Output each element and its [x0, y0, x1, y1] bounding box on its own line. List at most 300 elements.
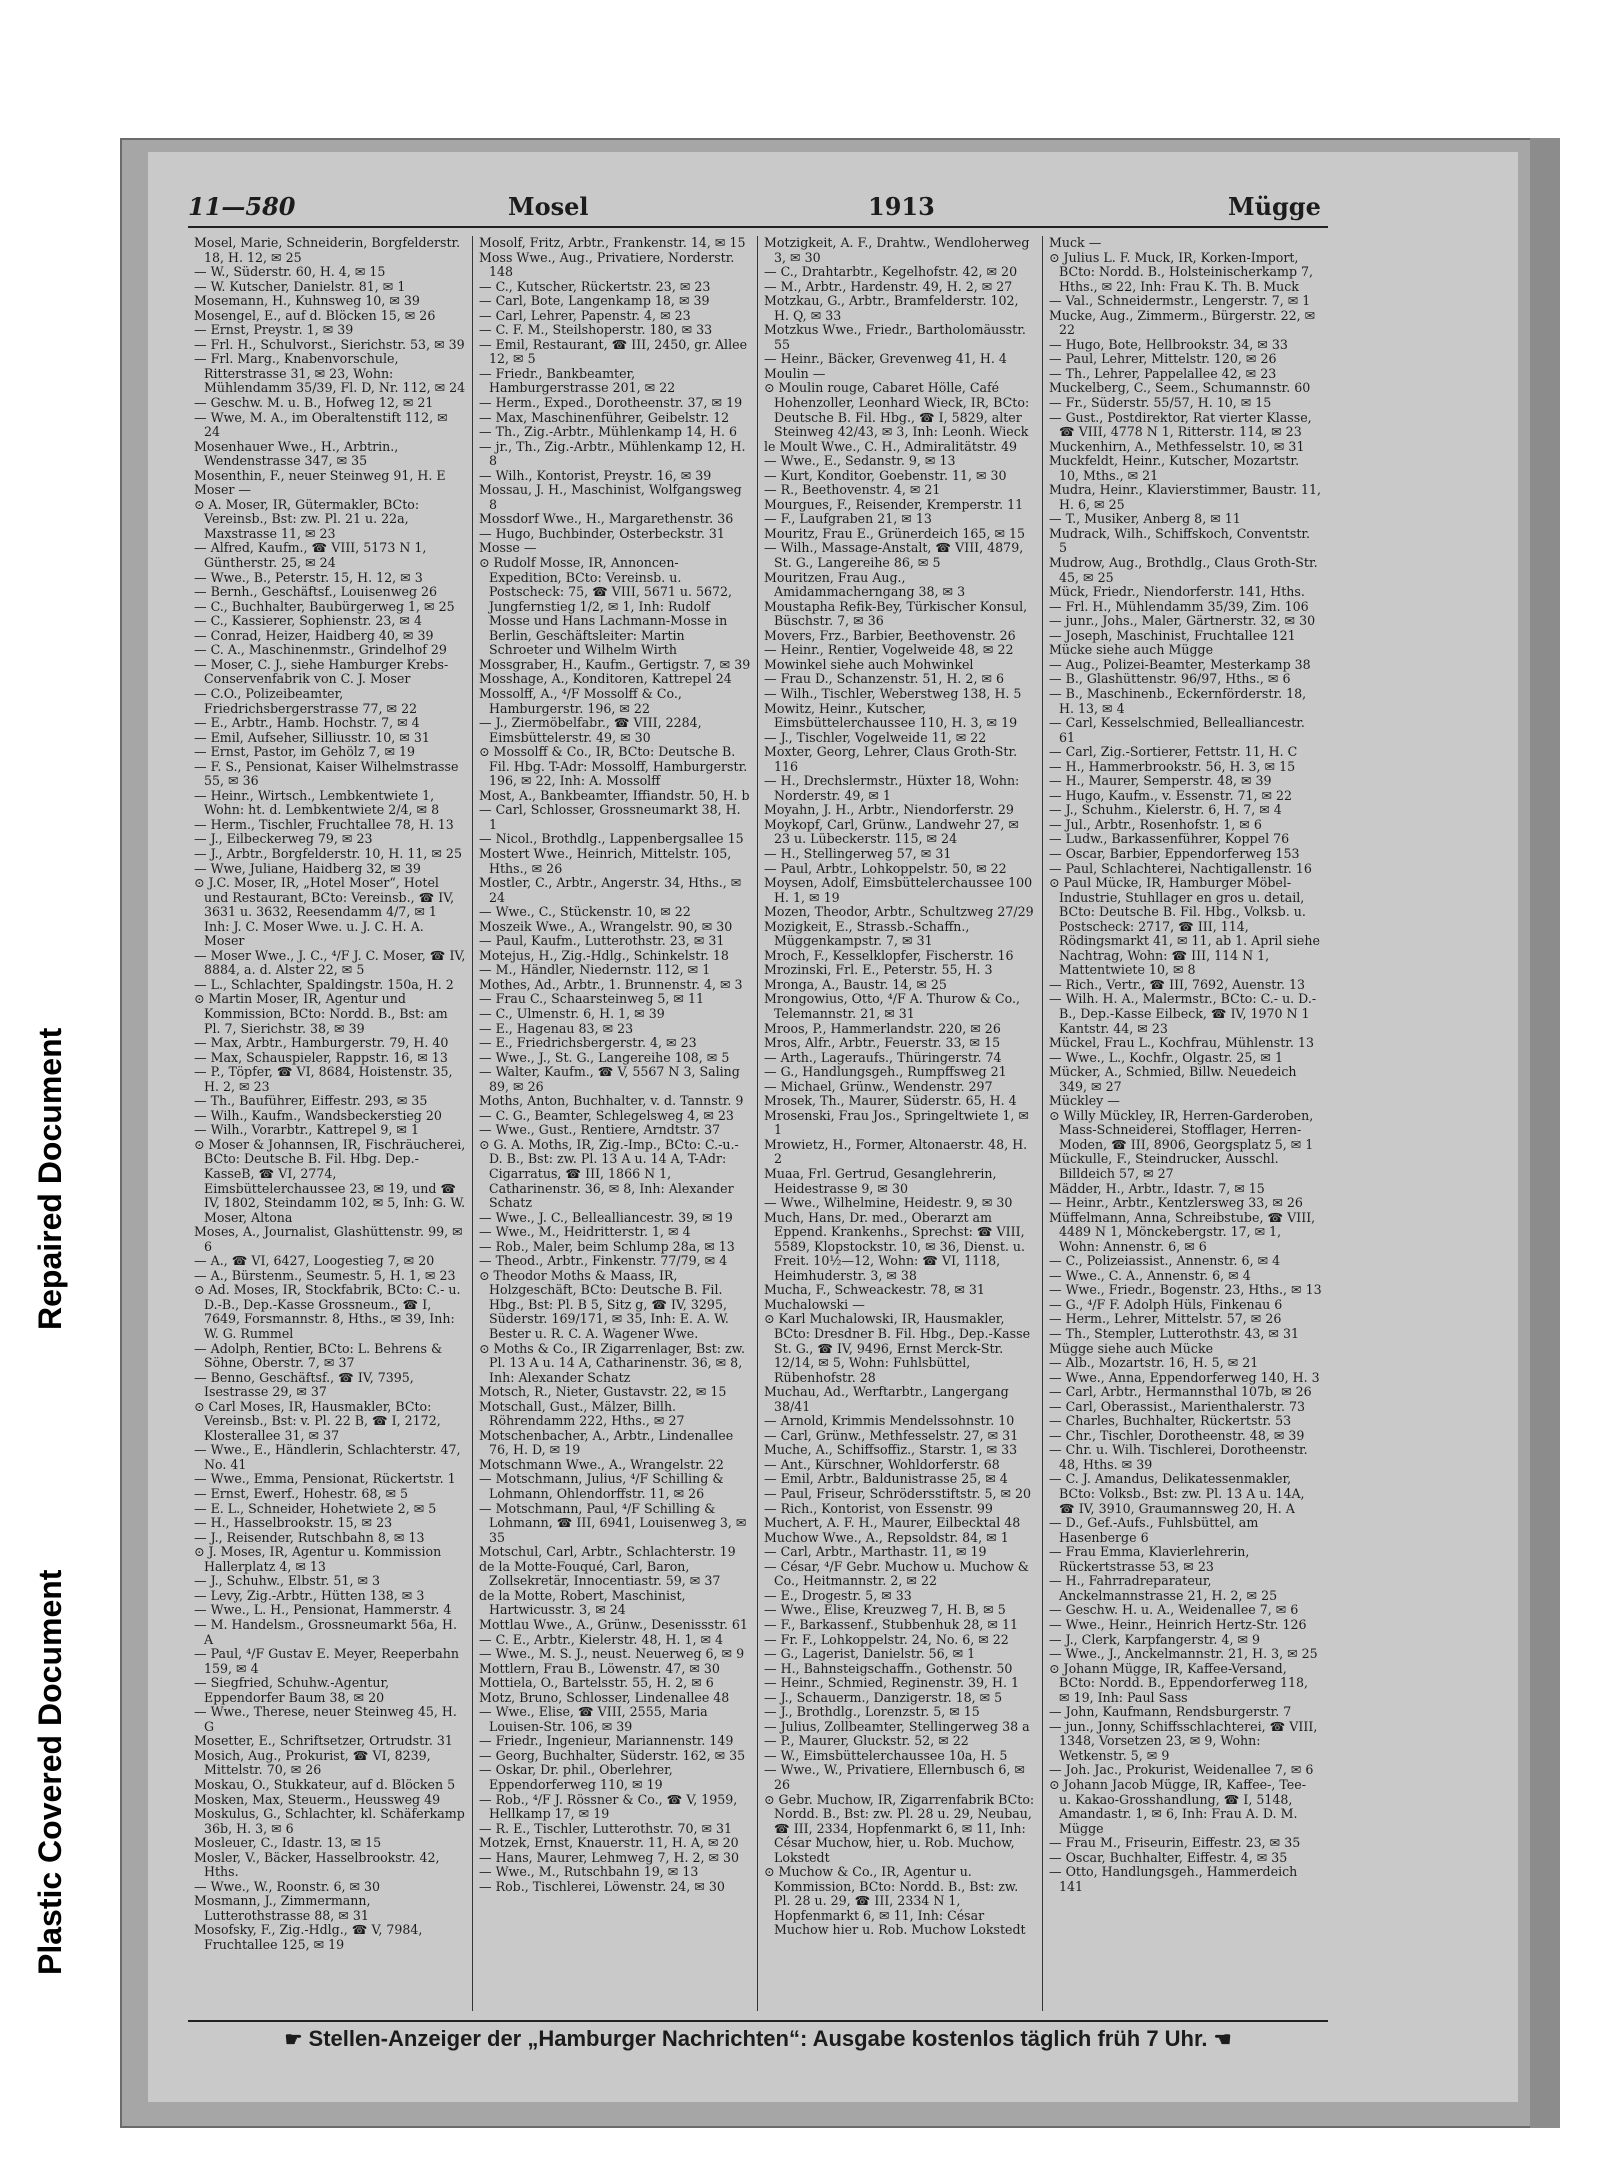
directory-entry: — C., Kassierer, Sophienstr. 23, ✉ 4 — [194, 613, 422, 629]
directory-entry: — Wwe., W., Privatiere, Ellernbusch 6, ✉ 26 — [764, 1762, 1025, 1792]
directory-entry: — G., Handlungsgeh., Rumpffsweg 21 — [764, 1064, 1007, 1080]
directory-entry: — H., Drechslermstr., Hüxter 18, Wohn: Norderstr. 49, ✉ 1 — [764, 773, 1020, 803]
directory-entry: — C.O., Polizeibeamter, Friedrichsbergerstrasse 77, ✉ 22 — [194, 685, 418, 716]
directory-entry: Much, Hans, Dr. med., Oberarzt am Eppend. Krankenhs., Sprechst: ☎ VIII, 5589, Klopstockstr. 10, ✉ 36, Dienst. u. Freit. 10½—12, Wohn: ☎ VI, 1118, Heimhuderstr. 3, ✉ 38 — [764, 1209, 1026, 1283]
directory-entry: — Wwe., J., Anckelmannstr. 21, H. 3, ✉ 25 — [1049, 1646, 1318, 1662]
directory-entry: — Rob., Maler, beim Schlump 28a, ✉ 13 — [479, 1238, 735, 1254]
repaired-document-label: Repaired Document — [32, 1027, 68, 1330]
directory-entry: — Ant., Kürschner, Wohldorferstr. 68 — [764, 1456, 1000, 1472]
directory-entry: — Paul, Kaufm., Lutterothstr. 23, ✉ 31 — [479, 933, 725, 949]
directory-entry: Muaa, Frl. Gertrud, Gesanglehrerin, Heidestrasse 9, ✉ 30 — [764, 1166, 997, 1196]
directory-entry: — Chr. u. Wilh. Tischlerei, Dorotheenstr. 48, Hths. ✉ 39 — [1049, 1442, 1308, 1472]
directory-entry: — Wwe., E., Sedanstr. 9, ✉ 13 — [764, 453, 956, 469]
directory-entry: — Frau C., Schaarsteinweg 5, ✉ 11 — [479, 991, 705, 1007]
directory-entry: — Friedr., Bankbeamter, Hamburgerstrasse 201, ✉ 22 — [479, 365, 676, 396]
directory-entry: — Alb., Mozartstr. 16, H. 5, ✉ 21 — [1049, 1355, 1259, 1371]
directory-entry: — H., Bahnsteigschaffn., Gothenstr. 50 — [764, 1660, 1013, 1676]
directory-entry: Mosse — — [479, 540, 537, 556]
directory-entry: Moses, A., Journalist, Glashüttenstr. 99, ✉ 6 — [194, 1224, 463, 1254]
directory-entry: Mudrow, Aug., Brothdlg., Claus Groth-Str. 45, ✉ 25 — [1049, 555, 1318, 585]
directory-entry: — Carl, Arbtr., Hermannsthal 107b, ✉ 26 — [1049, 1384, 1312, 1400]
directory-entry: Mädder, H., Arbtr., Idastr. 7, ✉ 15 — [1049, 1180, 1265, 1196]
directory-entry: — Frl. H., Schulvorst., Sierichstr. 53, ✉ 39 — [194, 336, 465, 352]
directory-entry: — Th., Zig.-Arbtr., Mühlenkamp 14, H. 6 — [479, 424, 737, 440]
directory-entry: Mudra, Heinr., Klavierstimmer, Baustr. 11, H. 6, ✉ 25 — [1049, 482, 1321, 512]
directory-entry: Mücke siehe auch Mügge — [1049, 642, 1214, 658]
directory-entry: — junr., Johs., Maler, Gärtnerstr. 32, ✉ 30 — [1049, 613, 1316, 629]
directory-entry: — Charles, Buchhalter, Rückertstr. 53 — [1049, 1413, 1292, 1429]
directory-entry: Moxter, Georg, Lehrer, Claus Groth-Str. 116 — [764, 744, 1018, 774]
directory-entry: Mosengel, E., auf d. Blöcken 15, ✉ 26 — [194, 307, 436, 323]
directory-entry: de la Motte-Fouqué, Carl, Baron, Zollsekretär, Innocentiastr. 59, ✉ 37 — [479, 1558, 721, 1589]
directory-entry: — Fr. F., Lohkoppelstr. 24, No. 6, ✉ 22 — [764, 1631, 1009, 1647]
directory-entry: Mozen, Theodor, Arbtr., Schultzweg 27/29 — [764, 904, 1034, 920]
directory-entry: Mossdorf Wwe., H., Margarethenstr. 36 — [479, 511, 734, 527]
directory-entry: Moss Wwe., Aug., Privatiere, Norderstr. 148 — [479, 249, 735, 280]
directory-entry: Motzek, Ernst, Knauerstr. 11, H. A, ✉ 20 — [479, 1835, 739, 1851]
directory-entry: — Wwe., B., Peterstr. 15, H. 12, ✉ 3 — [194, 569, 423, 585]
directory-entry: — Emil, Aufseher, Silliusstr. 10, ✉ 31 — [194, 729, 430, 745]
directory-entry: Moyahn, J. H., Arbtr., Niendorferstr. 29 — [764, 802, 1014, 818]
directory-entry: Mrongowius, Otto, ⁴/F A. Thurow & Co., Telemannstr. 21, ✉ 31 — [764, 991, 1021, 1021]
directory-entry: Mrozinski, Frl. E., Peterstr. 55, H. 3 — [764, 962, 993, 978]
directory-entry: — Wwe., J., St. G., Langereihe 108, ✉ 5 — [479, 1049, 730, 1065]
column-4 — [1043, 236, 1328, 2011]
directory-entry: — Wwe, M. A., im Oberaltenstift 112, ✉ 24 — [194, 409, 448, 440]
directory-entry: — C., Kutscher, Rückertstr. 23, ✉ 23 — [479, 278, 711, 294]
directory-entry: Mouritz, Frau E., Grünerdeich 165, ✉ 15 — [764, 525, 1026, 541]
directory-entry: — Th., Bauführer, Eiffestr. 293, ✉ 35 — [194, 1093, 428, 1109]
directory-entry: Movers, Frz., Barbier, Beethovenstr. 26 — [764, 627, 1016, 643]
directory-entry: — E., Hagenau 83, ✉ 23 — [479, 1020, 634, 1036]
directory-entry: — C., Drahtarbtr., Kegelhofstr. 42, ✉ 20 — [764, 264, 1018, 280]
header-year: 1913 — [868, 192, 935, 221]
directory-entry: Mosleuer, C., Idastr. 13, ✉ 15 — [194, 1835, 382, 1851]
directory-entry: — M., Händler, Niedernstr. 112, ✉ 1 — [479, 962, 711, 978]
directory-entry: — Joseph, Maschinist, Fruchtallee 121 — [1049, 627, 1296, 643]
directory-entry: — W., Eimsbüttelerchaussee 10a, H. 5 — [764, 1747, 1008, 1763]
directory-entry: — Wwe., Elise, Kreuzweg 7, H. B, ✉ 5 — [764, 1602, 1006, 1618]
directory-entry: — Carl, Grünw., Methfesselstr. 27, ✉ 31 — [764, 1427, 1019, 1443]
directory-entry: Moskau, O., Stukkateur, auf d. Blöcken 5 — [194, 1776, 456, 1792]
directory-entry: Mroch, F., Kesselklopfer, Fischerstr. 16 — [764, 947, 1014, 963]
directory-entry: — Ernst, Pastor, im Gehölz 7, ✉ 19 — [194, 744, 416, 760]
directory-entry: Mückulle, F., Steindrucker, Ausschl. Billdeich 57, ✉ 27 — [1049, 1151, 1279, 1181]
directory-entry: — Wwe., Emma, Pensionat, Rückertstr. 1 — [194, 1471, 456, 1487]
directory-entry: — Nicol., Brothdlg., Lappenbergsallee 15 — [479, 831, 744, 847]
directory-entry: — Hugo, Kaufm., v. Essenstr. 71, ✉ 22 — [1049, 787, 1293, 803]
directory-entry: — B., Maschinenb., Eckernförderstr. 18, H. 13, ✉ 4 — [1049, 685, 1307, 716]
directory-entry: — Gust., Postdirektor, Rat vierter Klasse, ☎ VIII, 4778 N 1, Ritterstr. 114, ✉ 23 — [1049, 409, 1312, 440]
directory-entry: — Georg, Buchhalter, Süderstr. 162, ✉ 35 — [479, 1747, 746, 1763]
directory-entry: — J., Arbtr., Borgfelderstr. 10, H. 11, ✉ 25 — [194, 845, 462, 861]
directory-entry: — jr., Th., Zig.-Arbtr., Mühlenkamp 12, H. 8 — [479, 438, 746, 469]
footer-text: Stellen-Anzeiger der „Hamburger Nachrichten“: Ausgabe kostenlos täglich früh 7 Uhr. — [308, 2026, 1208, 2051]
directory-entry: — Heinr., Bäcker, Grevenweg 41, H. 4 — [764, 351, 1007, 367]
directory-entry: Müffelmann, Anna, Schreibstube, ☎ VIII, 4489 N 1, Mönckebergstr. 17, ✉ 1, Wohn: Annenstr. 6, ✉ 6 — [1049, 1209, 1316, 1254]
directory-entry: Motschmann Wwe., A., Wrangelstr. 22 — [479, 1456, 724, 1472]
directory-entry: Motzkus Wwe., Friedr., Bartholomäusstr. 55 — [764, 322, 1026, 352]
directory-entry: — Chr., Tischler, Dorotheenstr. 48, ✉ 39 — [1049, 1427, 1305, 1443]
directory-entry: — Wwe., Wilhelmine, Heidestr. 9, ✉ 30 — [764, 1195, 1013, 1211]
directory-entry: — Joh. Jac., Prokurist, Weidenallee 7, ✉ 6 — [1049, 1762, 1314, 1778]
directory-entry: — Wwe., Anna, Eppendorferweg 140, H. 3 — [1049, 1369, 1320, 1385]
directory-entry: Mottiela, O., Bartelsstr. 55, H. 2, ✉ 6 — [479, 1675, 714, 1691]
directory-entry: — jun., Jonny, Schiffsschlachterei, ☎ VIII, 1348, Vorsetzen 23, ✉ 9, Wohn: Wetkenstr. 5, ✉ 9 — [1049, 1718, 1318, 1763]
directory-entry: Muckelberg, C., Seem., Schumannstr. 60 — [1049, 380, 1311, 396]
directory-entry: Muchert, A. F. H., Maurer, Eilbecktal 48 — [764, 1515, 1021, 1531]
directory-entry: Mügge siehe auch Mücke — [1049, 1340, 1214, 1356]
directory-entry: Mrosek, Th., Maurer, Süderstr. 65, H. 4 — [764, 1093, 1017, 1109]
page-number: 11—580 — [188, 192, 296, 221]
directory-entry: — E., Arbtr., Hamb. Hochstr. 7, ✉ 4 — [194, 715, 420, 731]
directory-entry: ⊙ Moths & Co., IR Zigarrenlager, Bst: zw. Pl. 13 A u. 14 A, Catharinenstr. 36, ✉ 8, Inh: Alexander Schatz — [479, 1340, 745, 1385]
directory-entry: — H., Hasselbrookstr. 15, ✉ 23 — [194, 1515, 393, 1531]
directory-entry: — C., Polizeiassist., Annenstr. 6, ✉ 4 — [1049, 1253, 1281, 1269]
directory-entry: — J., Schuhw., Elbstr. 51, ✉ 3 — [194, 1573, 381, 1589]
directory-entry: — Wilh., Kontorist, Preystr. 16, ✉ 39 — [479, 467, 712, 483]
directory-entry: — P., Töpfer, ☎ VI, 8684, Hoistenstr. 35, H. 2, ✉ 23 — [194, 1064, 453, 1094]
directory-entry: — G., ⁴/F F. Adolph Hüls, Finkenau 6 — [1049, 1296, 1283, 1312]
directory-entry: ⊙ Martin Moser, IR, Agentur und Kommission, BCto: Nordd. B., Bst: am Pl. 7, Sierichstr. 38, ✉ 39 — [194, 991, 448, 1036]
directory-entry: Mros, Alfr., Arbtr., Feuerstr. 33, ✉ 15 — [764, 1035, 1001, 1051]
directory-entry: Muckfeldt, Heinr., Kutscher, Mozartstr. 10, Mths., ✉ 21 — [1049, 453, 1300, 483]
directory-entry: Moser — — [194, 482, 252, 498]
directory-entry: — Emil, Arbtr., Baldunistrasse 25, ✉ 4 — [764, 1471, 1008, 1487]
directory-entry: — Wwe., Heinr., Heinrich Hertz-Str. 126 — [1049, 1616, 1307, 1632]
directory-entry: Mrowietz, H., Former, Altonaerstr. 48, H. 2 — [764, 1136, 1028, 1167]
directory-entry: — J., Reisender, Rutschbahn 8, ✉ 13 — [194, 1529, 425, 1545]
directory-entry: ⊙ Karl Muchalowski, IR, Hausmakler, BCto: Dresdner B. Fil. Hbg., Dep.-Kasse St. G., ☎ IV, 9496, Ernst Merck-Str. 12/14, ✉ 5, Wohn: Fuhlsbüttel, Rübenhofstr. 28 — [764, 1311, 1031, 1385]
directory-entry: Mowinkel siehe auch Mohwinkel — [764, 656, 974, 672]
directory-entry: Muchau, Ad., Werftarbtr., Langergang 38/41 — [764, 1384, 1009, 1414]
directory-entry: ⊙ Johann Mügge, IR, Kaffee-Versand, BCto: Nordd. B., Eppendorferweg 118, ✉ 19, Inh: Paul Sass — [1049, 1660, 1309, 1705]
directory-entry: Mostert Wwe., Heinrich, Mittelstr. 105, Hths., ✉ 26 — [479, 845, 732, 876]
directory-entry: Mosler, V., Bäcker, Hasselbrookstr. 42, Hths. — [194, 1849, 440, 1880]
directory-entry: — Oskar, Dr. phil., Oberlehrer, Eppendorferweg 110, ✉ 19 — [479, 1762, 673, 1792]
directory-entry: — Herm., Exped., Dorotheenstr. 37, ✉ 19 — [479, 395, 743, 411]
directory-entry: — J., Eilbeckerweg 79, ✉ 23 — [194, 831, 373, 847]
directory-entry: — Paul, Schlachterei, Nachtigallenstr. 16 — [1049, 860, 1312, 876]
directory-entry: — Carl, Schlosser, Grossneumarkt 38, H. 1 — [479, 802, 741, 832]
directory-entry: — P., Maurer, Gluckstr. 52, ✉ 22 — [764, 1733, 969, 1749]
directory-entry: Muchalowski — — [764, 1296, 865, 1312]
directory-entry: Mossgraber, H., Kaufm., Gertigstr. 7, ✉ 39 — [479, 656, 751, 672]
directory-entry: — Moser, C. J., siehe Hamburger Krebs-Conservenfabrik von C. J. Moser — [194, 656, 449, 687]
directory-entry: — Paul, Friseur, Schrödersstiftstr. 5, ✉ 20 — [764, 1486, 1032, 1502]
directory-entry: — H., Maurer, Semperstr. 48, ✉ 39 — [1049, 773, 1272, 789]
directory-entry: ⊙ Theodor Moths & Maass, IR, Holzgeschäft, BCto: Deutsche B. Fil. Hbg., Bst: Pl. B 5, Sitz g, ☎ IV, 3295, Süderstr. 169/171, ✉ 35, Inh: E. A. W. Bester u. R. C. A. Wagener Wwe. — [479, 1267, 729, 1342]
directory-entry: — M. Handelsm., Grossneumarkt 56a, H. A — [194, 1616, 458, 1647]
directory-entry: — Frau M., Friseurin, Eiffestr. 23, ✉ 35 — [1049, 1835, 1301, 1851]
directory-entry: Mosmann, J., Zimmermann, Lutterothstrasse 88, ✉ 31 — [194, 1893, 371, 1923]
directory-entry: Muchow Wwe., A., Repsoldstr. 84, ✉ 1 — [764, 1529, 1009, 1545]
directory-entry: — Max, Schauspieler, Rappstr. 16, ✉ 13 — [194, 1049, 448, 1065]
directory-entry: — Carl, Arbtr., Marthastr. 11, ✉ 19 — [764, 1544, 987, 1560]
directory-entry: ⊙ Rudolf Mosse, IR, Annoncen-Expedition, BCto: Vereinsb. u. Postscheck: 75, ☎ VIII, 5671 u. 5672, Jungfernstieg 1/2, ✉ 1, Inh: Rudolf Mosse und Hans Lachmann-Mosse in Berlin, Geschäftsleiter: Martin Schroeter und Wilhelm Wirth — [479, 555, 733, 658]
directory-entry: — Paul, ⁴/F Gustav E. Meyer, Reeperbahn 159, ✉ 4 — [194, 1646, 459, 1676]
directory-entry: — Kurt, Konditor, Goebenstr. 11, ✉ 30 — [764, 467, 1007, 483]
directory-entry: — John, Kaufmann, Rendsburgerstr. 7 — [1049, 1704, 1292, 1720]
directory-entry: — Geschw. H. u. A., Weidenallee 7, ✉ 6 — [1049, 1602, 1299, 1618]
directory-entry: — Wwe., W., Roonstr. 6, ✉ 30 — [194, 1878, 381, 1894]
directory-entry: Moykopf, Carl, Grünw., Landwehr 27, ✉ 23 u. Lübeckerstr. 115, ✉ 24 — [764, 816, 1019, 847]
directory-entry: — Oscar, Barbier, Eppendorferweg 153 — [1049, 845, 1300, 861]
directory-entry: — J., Clerk, Karpfangerstr. 4, ✉ 9 — [1049, 1631, 1261, 1647]
plastic-covered-label: Plastic Covered Document — [32, 1569, 68, 1975]
directory-entry: — J., Tischler, Vogelweide 11, ✉ 22 — [764, 729, 987, 745]
directory-entry: — E., Drogestr. 5, ✉ 33 — [764, 1587, 912, 1603]
directory-entry: Mottlau Wwe., A., Grünw., Desenissstr. 61 — [479, 1616, 748, 1632]
directory-entry: — Wwe., M., Rutschbahn 19, ✉ 13 — [479, 1864, 699, 1880]
directory-entry: — Arnold, Krimmis Mendelssohnstr. 10 — [764, 1413, 1015, 1429]
directory-entry: — Wwe., L., Kochfr., Olgastr. 25, ✉ 1 — [1049, 1049, 1283, 1065]
directory-entry: ⊙ Gebr. Muchow, IR, Zigarrenfabrik BCto: Nordd. B., Bst: zw. Pl. 28 u. 29, Neubau, ☎ III, 2334, Hopfenmarkt 6, ✉ 11, Inh: César Muchow, hier, u. Rob. Muchow, Lokstedt — [764, 1791, 1035, 1865]
directory-entry: — Wilh., Massage-Anstalt, ☎ VIII, 4879, St. G., Langereihe 86, ✉ 5 — [764, 540, 1024, 571]
page-footer — [188, 2020, 1328, 2056]
directory-entry: — Max, Maschinenführer, Geibelstr. 12 — [479, 409, 730, 425]
page-edge — [1530, 138, 1560, 2128]
directory-entry: — Frau Emma, Klavierlehrerin, Rückertstrasse 53, ✉ 23 — [1049, 1544, 1250, 1574]
directory-entry: — F., Laufgraben 21, ✉ 13 — [764, 511, 932, 527]
directory-entry: Muckenhirn, A., Methfesselstr. 10, ✉ 31 — [1049, 438, 1305, 454]
directory-entry: — Carl, Zig.-Sortierer, Fettstr. 11, H. C — [1049, 744, 1298, 760]
pointing-hand-icon: ☚ — [1213, 2029, 1232, 2051]
directory-entry: — T., Musiker, Anberg 8, ✉ 11 — [1049, 511, 1241, 527]
directory-entry: ⊙ G. A. Moths, IR, Zig.-Imp., BCto: C.-u.-D. B., Bst: zw. Pl. 13 A u. 14 A, T-Adr: Cigarratus, ☎ III, 1866 N 1, Catharinenstr. 36, ✉ 8, Inh: Alexander Schatz — [479, 1136, 739, 1211]
directory-entry: Motschul, Carl, Arbtr., Schlachterstr. 19 — [479, 1544, 736, 1560]
directory-entry: Mouritzen, Frau Aug., Amidammacherngang 38, ✉ 3 — [764, 569, 966, 600]
directory-entry: — Geschw. M. u. B., Hofweg 12, ✉ 21 — [194, 395, 434, 411]
directory-entry: — H., Fahrradreparateur, Anckelmannstrasse 21, H. 2, ✉ 25 — [1049, 1573, 1278, 1603]
directory-entry: — Theod., Arbtr., Finkenstr. 77/79, ✉ 4 — [479, 1253, 728, 1269]
directory-entry: — R. E., Tischler, Lutterothstr. 70, ✉ 31 — [479, 1820, 733, 1836]
directory-entry: ⊙ Moulin rouge, Cabaret Hölle, Café Hohenzoller, Leonhard Wieck, IR, BCto: Deutsche B. Fil. Hbg., ☎ I, 5829, alter Steinweg 42/43, ✉ 3, Inh: Leonh. Wieck — [764, 380, 1030, 440]
directory-entry: — Carl, Oberassist., Marienthalerstr. 73 — [1049, 1398, 1306, 1414]
directory-entry: Mossau, J. H., Maschinist, Wolfgangsweg 8 — [479, 482, 742, 512]
directory-entry: Mosemann, H., Kuhnsweg 10, ✉ 39 — [194, 293, 420, 309]
directory-entry: — Oscar, Buchhalter, Eiffestr. 4, ✉ 35 — [1049, 1849, 1288, 1865]
header-keyword-left: Mosel — [508, 192, 589, 221]
directory-entry: — Hugo, Bote, Hellbrookstr. 34, ✉ 33 — [1049, 336, 1288, 352]
directory-entry: Mosofsky, F., Zig.-Hdlg., ☎ V, 7984, Fruchtallee 125, ✉ 19 — [194, 1922, 423, 1952]
directory-entry: — R., Beethovenstr. 4, ✉ 21 — [764, 482, 941, 498]
directory-entry: — César, ⁴/F Gebr. Muchow u. Muchow & Co., Heitmannstr. 2, ✉ 22 — [764, 1558, 1029, 1589]
directory-entry: — Carl, Kesselschmied, Bellealliancestr. 61 — [1049, 715, 1305, 745]
directory-entry: — Wwe, Juliane, Haidberg 32, ✉ 39 — [194, 860, 421, 876]
directory-entry: — F. S., Pensionat, Kaiser Wilhelmstrasse 55, ✉ 36 — [194, 758, 459, 789]
directory-entry: — C., Ulmenstr. 6, H. 1, ✉ 39 — [479, 1005, 665, 1021]
directory-entry: — Alfred, Kaufm., ☎ VIII, 5173 N 1, Güntherstr. 25, ✉ 24 — [194, 540, 427, 571]
directory-entry: — Paul, Lehrer, Mittelstr. 120, ✉ 26 — [1049, 351, 1277, 367]
directory-entry: — Carl, Bote, Langenkamp 18, ✉ 39 — [479, 293, 710, 309]
column-3 — [758, 236, 1043, 2011]
directory-entry: — J., Ziermöbelfabr., ☎ VIII, 2284, Eimsbüttelerstr. 49, ✉ 30 — [479, 715, 702, 745]
directory-entry: ⊙ J. Moses, IR, Agentur u. Kommission Hallerplatz 4, ✉ 13 — [194, 1544, 442, 1574]
directory-entry: — E. L., Schneider, Hohetwiete 2, ✉ 5 — [194, 1500, 437, 1516]
directory-entry: — J., Brothdlg., Lorenzstr. 5, ✉ 15 — [764, 1704, 980, 1720]
directory-entry: — Hugo, Buchbinder, Osterbeckstr. 31 — [479, 525, 725, 541]
directory-entry: ⊙ Mossolff & Co., IR, BCto: Deutsche B. Fil. Hbg. T-Adr: Mossolff, Hamburgerstr. 196, ✉ 22, Inh: A. Mossolff — [479, 744, 748, 789]
directory-entry: Mrosenski, Frau Jos., Springeltwiete 1, ✉ 1 — [764, 1107, 1029, 1138]
directory-entry: — Levy, Zig.-Arbtr., Hütten 138, ✉ 3 — [194, 1587, 425, 1603]
directory-entry: — Heinr., Rentier, Vogelweide 48, ✉ 22 — [764, 642, 1014, 658]
pointing-hand-icon: ☛ — [284, 2029, 303, 2051]
directory-entry: — G., Lagerist, Danielstr. 56, ✉ 1 — [764, 1646, 976, 1662]
directory-paper — [148, 152, 1518, 2102]
directory-entry: — Fr., Süderstr. 55/57, H. 10, ✉ 15 — [1049, 395, 1272, 411]
directory-entry: — L., Schlachter, Spaldingstr. 150a, H. 2 — [194, 976, 454, 992]
directory-entry: — Aug., Polizei-Beamter, Mesterkamp 38 — [1049, 656, 1311, 672]
directory-entry: — Bernh., Geschäftsf., Louisenweg 26 — [194, 584, 438, 600]
directory-entry: — F., Barkassenf., Stubbenhuk 28, ✉ 11 — [764, 1616, 1018, 1632]
directory-entry: Mosenthin, F., neuer Steinweg 91, H. E — [194, 467, 446, 483]
directory-entry: — Friedr., Ingenieur, Mariannenstr. 149 — [479, 1733, 734, 1749]
directory-entry: Mosolf, Fritz, Arbtr., Frankenstr. 14, ✉ 15 — [479, 236, 746, 250]
directory-entry: Mückel, Frau L., Kochfrau, Mühlenstr. 13 — [1049, 1035, 1314, 1051]
directory-entry: — C. G., Beamter, Schlegelsweg 4, ✉ 23 — [479, 1107, 734, 1123]
directory-entry: — Rich., Vertr., ☎ III, 7692, Auenstr. 13 — [1049, 976, 1306, 992]
directory-entry: — Rich., Kontorist, von Essenstr. 99 — [764, 1500, 993, 1516]
directory-entry: — Moser Wwe., J. C., ⁴/F J. C. Moser, ☎ IV, 8884, a. d. Alster 22, ✉ 5 — [194, 947, 466, 978]
directory-entry: ⊙ Moser & Johannsen, IR, Fischräucherei, BCto: Deutsche B. Fil. Hbg. Dep.-KasseB, ☎ VI, 2774, Eimsbüttelerchaussee 23, ✉ 19, und ☎ IV, 1802, Steindamm 102, ✉ 5, Inh: G. W. Moser, Altona — [194, 1136, 466, 1225]
directory-entry: — W. Kutscher, Danielstr. 81, ✉ 1 — [194, 278, 406, 294]
directory-entry: — Otto, Handlungsgeh., Hammerdeich 141 — [1049, 1864, 1298, 1894]
directory-entry: — Carl, Lehrer, Papenstr. 4, ✉ 23 — [479, 307, 691, 323]
scanned-page — [120, 138, 1560, 2128]
directory-entry: ⊙ Johann Jacob Mügge, IR, Kaffee-, Tee- u. Kakao-Grosshandlung, ☎ I, 5148, Amandastr. 1, ✉ 6, Inh: Frau A. D. M. Mügge — [1049, 1776, 1306, 1836]
directory-entry: Motschenbacher, A., Arbtr., Lindenallee 76, H. D, ✉ 19 — [479, 1427, 734, 1458]
directory-entry: — Wwe., M., Heidritterstr. 1, ✉ 4 — [479, 1224, 691, 1240]
directory-entry: — Siegfried, Schuhw.-Agentur, Eppendorfer Baum 38, ✉ 20 — [194, 1675, 390, 1705]
directory-entry: — Heinr., Schmied, Reginenstr. 39, H. 1 — [764, 1675, 1019, 1691]
directory-entry: — Wwe., Therese, neuer Steinweg 45, H. G — [194, 1704, 457, 1734]
directory-entry: Motz, Bruno, Schlosser, Lindenallee 48 — [479, 1689, 730, 1705]
directory-entry: — Wwe., C., Stückenstr. 10, ✉ 22 — [479, 904, 691, 920]
directory-entry: Mück, Friedr., Niendorferstr. 141, Hths. — [1049, 584, 1305, 600]
directory-entry: Mroos, P., Hammerlandstr. 220, ✉ 26 — [764, 1020, 1001, 1036]
page-header — [188, 190, 1328, 228]
directory-entry: Mossolff, A., ⁴/F Mossolff & Co., Hamburgerstr. 196, ✉ 22 — [479, 685, 682, 716]
directory-entry: — C. A., Maschinenmstr., Grindelhof 29 — [194, 642, 447, 658]
directory-entry: Motschall, Gust., Mälzer, Billh. Röhrendamm 222, Hths., ✉ 27 — [479, 1398, 685, 1429]
directory-entry: — Jul., Arbtr., Rosenhofstr. 1, ✉ 6 — [1049, 816, 1262, 832]
directory-entry: Mosetter, E., Schriftsetzer, Ortrudstr. 31 — [194, 1733, 453, 1749]
directory-entry: — Arth., Lageraufs., Thüringerstr. 74 — [764, 1049, 1002, 1065]
directory-entry: Mosenhauer Wwe., H., Arbtrin., Wendenstrasse 347, ✉ 35 — [194, 438, 399, 469]
directory-entry: — D., Gef.-Aufs., Fuhlsbüttel, am Hasenberge 6 — [1049, 1515, 1259, 1545]
directory-entry: Mosel, Marie, Schneiderin, Borgfelderstr. 18, H. 12, ✉ 25 — [194, 236, 461, 265]
directory-entry: — Conrad, Heizer, Haidberg 40, ✉ 39 — [194, 627, 434, 643]
directory-entry: — Walter, Kaufm., ☎ V, 5567 N 3, Saling 89, ✉ 26 — [479, 1064, 740, 1094]
directory-entry: de la Motte, Robert, Maschinist, Hartwicusstr. 3, ✉ 24 — [479, 1587, 686, 1618]
directory-entry: Mucke, Aug., Zimmerm., Bürgerstr. 22, ✉ 22 — [1049, 307, 1316, 338]
directory-entry: — C. E., Arbtr., Kielerstr. 48, H. 1, ✉ 4 — [479, 1631, 724, 1647]
column-1 — [188, 236, 473, 2011]
directory-entry: Motsch, R., Nieter, Gustavstr. 22, ✉ 15 — [479, 1384, 727, 1400]
directory-entry: — W., Süderstr. 60, H. 4, ✉ 15 — [194, 264, 386, 280]
header-keyword-right: Mügge — [1228, 192, 1321, 221]
directory-entry: Mourgues, F., Reisender, Kremperstr. 11 — [764, 496, 1024, 512]
directory-entry: Muche, A., Schiffsoffiz., Starstr. 1, ✉ 33 — [764, 1442, 1018, 1458]
directory-entry: — Ernst, Preystr. 1, ✉ 39 — [194, 322, 354, 338]
directory-entry: Mücker, A., Schmied, Billw. Neuedeich 349, ✉ 27 — [1049, 1064, 1297, 1094]
directory-entry: — J., Schauerm., Danzigerstr. 18, ✉ 5 — [764, 1689, 1003, 1705]
directory-entry: — Th., Lehrer, Pappelallee 42, ✉ 23 — [1049, 365, 1277, 381]
directory-entry: — Rob., Tischlerei, Löwenstr. 24, ✉ 30 — [479, 1878, 725, 1894]
directory-entry: — Wwe., Friedr., Bogenstr. 23, Hths., ✉ 13 — [1049, 1282, 1322, 1298]
directory-entry: Mucha, F., Schweackestr. 78, ✉ 31 — [764, 1282, 985, 1298]
directory-entry: ⊙ Muchow & Co., IR, Agentur u. Kommission, BCto: Nordd. B., Bst: zw. Pl. 28 u. 29, ☎ III, 2334 N 1, Hopfenmarkt 6, ✉ 11, Inh: César Muchow hier u. Rob. Muchow Lokstedt — [764, 1864, 1026, 1938]
directory-entry: — A., ☎ VI, 6427, Loogestieg 7, ✉ 20 — [194, 1253, 435, 1269]
directory-entry: Mückley — — [1049, 1093, 1120, 1109]
directory-entry: — Wwe., L. H., Pensionat, Hammerstr. 4 — [194, 1602, 452, 1618]
directory-entry: — Julius, Zollbeamter, Stellingerweg 38 a — [764, 1718, 1030, 1734]
directory-entry: — Frl. H., Mühlendamm 35/39, Zim. 106 — [1049, 598, 1309, 614]
directory-entry: ⊙ Willy Mückley, IR, Herren-Garderoben, Mass-Schneiderei, Stofflager, Herren-Moden, ☎ III, 8906, Georgsplatz 5, ✉ 1 — [1049, 1107, 1314, 1152]
directory-entry: — Heinr., Wirtsch., Lembkentwiete 1, Wohn: ht. d. Lembkentwiete 2/4, ✉ 8 — [194, 787, 440, 818]
directory-entry: — Wwe., M. S. J., neust. Neuerweg 6, ✉ 9 — [479, 1646, 745, 1662]
directory-entry: ⊙ Paul Mücke, IR, Hamburger Möbel-Industrie, Stuhllager en gros u. detail, BCto: Deutsche B. Fil. Hbg., Volksb. u. Postscheck: 2717, ☎ III, 114, Rödingsmarkt 41, ✉ 11, ab 1. April siehe Nachtrag, Wohn: ☎ III, 114 N 1, Mattentwiete 10, ✉ 8 — [1049, 875, 1320, 978]
directory-entry: Moths, Anton, Buchhalter, v. d. Tannstr. 9 — [479, 1093, 744, 1109]
directory-entry: Mottlern, Frau B., Löwenstr. 47, ✉ 30 — [479, 1660, 720, 1676]
directory-entry: — C. J. Amandus, Delikatessenmakler, BCto: Volksb., Bst: zw. Pl. 13 A u. 14A, ☎ IV, 3910, Graumannsweg 20, H. A — [1049, 1471, 1305, 1516]
directory-entry: — Benno, Geschäftsf., ☎ IV, 7395, Isestrasse 29, ✉ 37 — [194, 1369, 414, 1400]
directory-entry: Mronga, A., Baustr. 14, ✉ 25 — [764, 976, 947, 992]
directory-entry: — C. F. M., Steilshoperstr. 180, ✉ 33 — [479, 322, 713, 338]
directory-entry: — Heinr., Arbtr., Kentzlersweg 33, ✉ 26 — [1049, 1195, 1303, 1211]
directory-entry: Motzigkeit, A. F., Drahtw., Wendloherweg 3, ✉ 30 — [764, 236, 1030, 265]
directory-entry: — C., Buchhalter, Baubürgerweg 1, ✉ 25 — [194, 598, 455, 614]
directory-entry: ⊙ J.C. Moser, IR, „Hotel Moser“, Hotel und Restaurant, BCto: Vereinsb., ☎ IV, 3631 u. 3632, Reesendamm 4/7, ✉ 1 Inh: J. C. Moser Wwe. u. J. C. H. A. Moser — [194, 875, 455, 949]
directory-entry: Mowitz, Heinr., Kutscher, Eimsbüttelerchaussee 110, H. 3, ✉ 19 — [764, 700, 1018, 731]
directory-entry: — Rob., ⁴/F J. Rössner & Co., ☎ V, 1959, Hellkamp 17, ✉ 19 — [479, 1791, 738, 1822]
directory-entry: — Wwe., Elise, ☎ VIII, 2555, Maria Louisen-Str. 106, ✉ 39 — [479, 1704, 708, 1734]
directory-entry: — Herm., Lehrer, Mittelstr. 57, ✉ 26 — [1049, 1311, 1282, 1327]
directory-entry: — Frau D., Schanzenstr. 51, H. 2, ✉ 6 — [764, 671, 1005, 687]
directory-entry: Muck — — [1049, 236, 1102, 250]
directory-entry: — Wilh., Kaufm., Wandsbeckerstieg 20 — [194, 1107, 442, 1123]
column-2 — [473, 236, 758, 2011]
directory-entry: — Wilh., Vorarbtr., Kattrepel 9, ✉ 1 — [194, 1122, 419, 1138]
directory-entry: — Herm., Tischler, Fruchtallee 78, H. 13 — [194, 816, 454, 832]
directory-entry: ⊙ Carl Moses, IR, Hausmakler, BCto: Vereinsb., Bst: v. Pl. 22 B, ☎ I, 2172, Klosterallee 31, ✉ 37 — [194, 1398, 441, 1443]
directory-entry: — Th., Stempler, Lutterothstr. 43, ✉ 31 — [1049, 1326, 1299, 1342]
directory-entry: Moustapha Refik-Bey, Türkischer Konsul, Büschstr. 7, ✉ 36 — [764, 598, 1028, 629]
directory-entry: Mostler, C., Arbtr., Angerstr. 34, Hths., ✉ 24 — [479, 875, 742, 905]
directory-columns — [188, 236, 1328, 2011]
directory-entry: — Motschmann, Paul, ⁴/F Schilling & Lohmann, ☎ III, 6941, Louisenweg 3, ✉ 35 — [479, 1500, 747, 1545]
directory-entry: Mosken, Max, Steuerm., Heussweg 49 — [194, 1791, 441, 1807]
directory-entry: le Moult Wwe., C. H., Admiralitätstr. 49 — [764, 438, 1018, 454]
directory-entry: — Wwe., E., Händlerin, Schlachterstr. 47, No. 41 — [194, 1442, 461, 1472]
directory-entry: — H., Hammerbrookstr. 56, H. 3, ✉ 15 — [1049, 758, 1296, 774]
directory-entry: — H., Stellingerweg 57, ✉ 31 — [764, 845, 952, 861]
directory-entry: — A., Bürstenm., Seumestr. 5, H. 1, ✉ 23 — [194, 1267, 456, 1283]
directory-entry: Motzkau, G., Arbtr., Bramfelderstr. 102, H. Q, ✉ 33 — [764, 293, 1019, 323]
directory-entry: Mosshage, A., Konditoren, Kattrepel 24 — [479, 671, 732, 687]
directory-entry: — B., Glashüttenstr. 96/97, Hths., ✉ 6 — [1049, 671, 1291, 687]
directory-entry: — Wwe., Gust., Rentiere, Arndtstr. 37 — [479, 1122, 721, 1138]
directory-entry: Mudrack, Wilh., Schiffskoch, Conventstr. 5 — [1049, 525, 1311, 556]
directory-entry: Moulin — — [764, 365, 826, 381]
directory-entry: — Wwe., J. C., Bellealliancestr. 39, ✉ 19 — [479, 1209, 733, 1225]
directory-entry: — Ernst, Ewerf., Hohestr. 68, ✉ 5 — [194, 1486, 409, 1502]
directory-entry: — E., Friedrichsbergerstr. 4, ✉ 23 — [479, 1035, 697, 1051]
directory-entry: — Frl. Marg., Knabenvorschule, Ritterstrasse 31, ✉ 23, Wohn: Mühlendamm 35/39, Fl. D, Nr. 112, ✉ 24 — [194, 351, 466, 396]
directory-entry: Moskulus, G., Schlachter, kl. Schäferkamp 36b, H. 3, ✉ 6 — [194, 1806, 465, 1836]
directory-entry: ⊙ A. Moser, IR, Gütermakler, BCto: Vereinsb., Bst: zw. Pl. 21 u. 22a, Maxstrasse 11, ✉ 23 — [194, 496, 420, 541]
